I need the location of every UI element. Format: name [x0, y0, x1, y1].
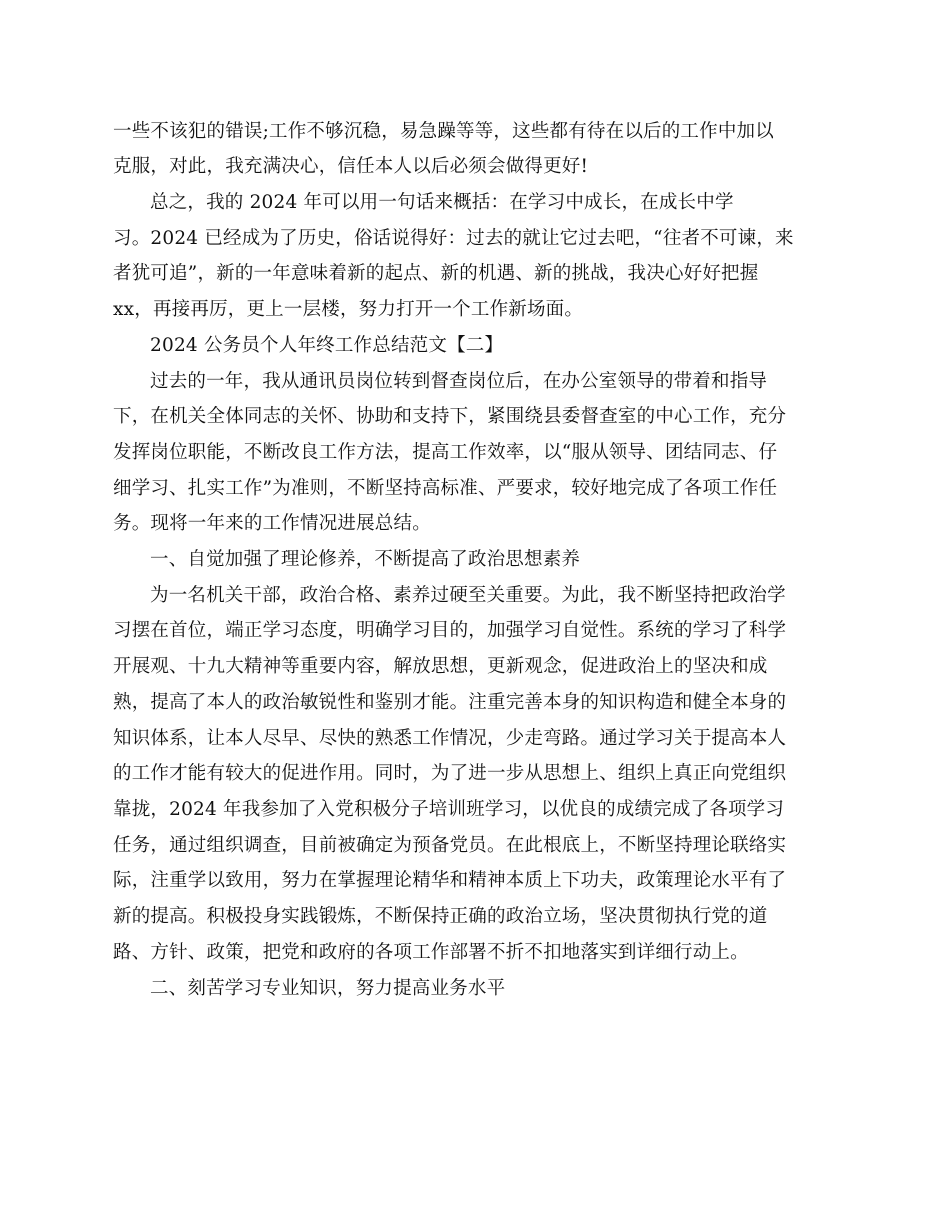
text-line: 熟，提高了本人的政治敏锐性和鉴别才能。注重完善本身的知识构造和健全本身的: [113, 692, 787, 713]
section-heading: 二、刻苦学习专业知识，努力提高业务水平: [150, 978, 506, 999]
text-line: 务。现将一年来的工作情况进展总结。: [113, 513, 431, 534]
section-heading: 一、自觉加强了理论修养，不断提高了政治思想素养: [150, 549, 581, 570]
text-line: 的工作才能有较大的促进作用。同时，为了进一步从思想上、组织上真正向党组织: [113, 763, 787, 784]
paragraph-start-line: 过去的一年，我从通讯员岗位转到督查岗位后，在办公室领导的带着和指导: [150, 371, 768, 392]
text-line: xx，再接再厉，更上一层楼，努力打开一个工作新场面。: [113, 299, 584, 320]
text-line: 一些不该犯的错误;工作不够沉稳，易急躁等等，这些都有待在以后的工作中加以: [113, 121, 774, 142]
text-line: 际，注重学以致用，努力在掌握理论精华和精神本质上下功夫，政策理论水平有了: [113, 870, 787, 891]
text-line: 靠拢，2024 年我参加了入党积极分子培训班学习，以优良的成绩完成了各项学习: [113, 799, 785, 820]
text-line: 下，在机关全体同志的关怀、协助和支持下，紧围绕县委督查室的中心工作，充分: [113, 406, 787, 427]
text-line: 细学习、扎实工作”为准则，不断坚持高标准、严要求，较好地完成了各项工作任: [113, 478, 778, 499]
text-line: 发挥岗位职能，不断改良工作方法，提高工作效率，以“服从领导、团结同志、仔: [113, 442, 778, 463]
paragraph-start-line: 为一名机关干部，政治合格、素养过硬至关重要。为此，我不断坚持把政治学: [150, 585, 786, 606]
text-line: 者犹可追”，新的一年意味着新的起点、新的机遇、新的挑战，我决心好好把握: [113, 263, 759, 284]
text-line: 克服，对此，我充满决心，信任本人以后必须会做得更好!: [113, 156, 589, 177]
text-line: 路、方针、政策，把党和政府的各项工作部署不折不扣地落实到详细行动上。: [113, 942, 749, 963]
text-line: 习摆在首位，端正学习态度，明确学习目的，加强学习自觉性。系统的学习了科学: [113, 620, 787, 641]
text-line: 开展观、十九大精神等重要内容，解放思想，更新观念，促进政治上的坚决和成: [113, 656, 768, 677]
section-title: 2024 公务员个人年终工作总结范文【二】: [150, 335, 504, 356]
paragraph-start-line: 总之，我的 2024 年可以用一句话来概括：在学习中成长，在成长中学: [150, 192, 734, 213]
text-line: 习。2024 已经成为了历史，俗话说得好：过去的就让它过去吧，“往者不可谏，来: [113, 228, 794, 249]
text-line: 任务，通过组织调查，目前被确定为预备党员。在此根底上，不断坚持理论联络实: [113, 835, 787, 856]
text-line: 新的提高。积极投身实践锻炼，不断保持正确的政治立场，坚决贯彻执行党的道: [113, 906, 768, 927]
text-line: 知识体系，让本人尽早、尽快的熟悉工作情况，少走弯路。通过学习关于提高本人: [113, 728, 787, 749]
